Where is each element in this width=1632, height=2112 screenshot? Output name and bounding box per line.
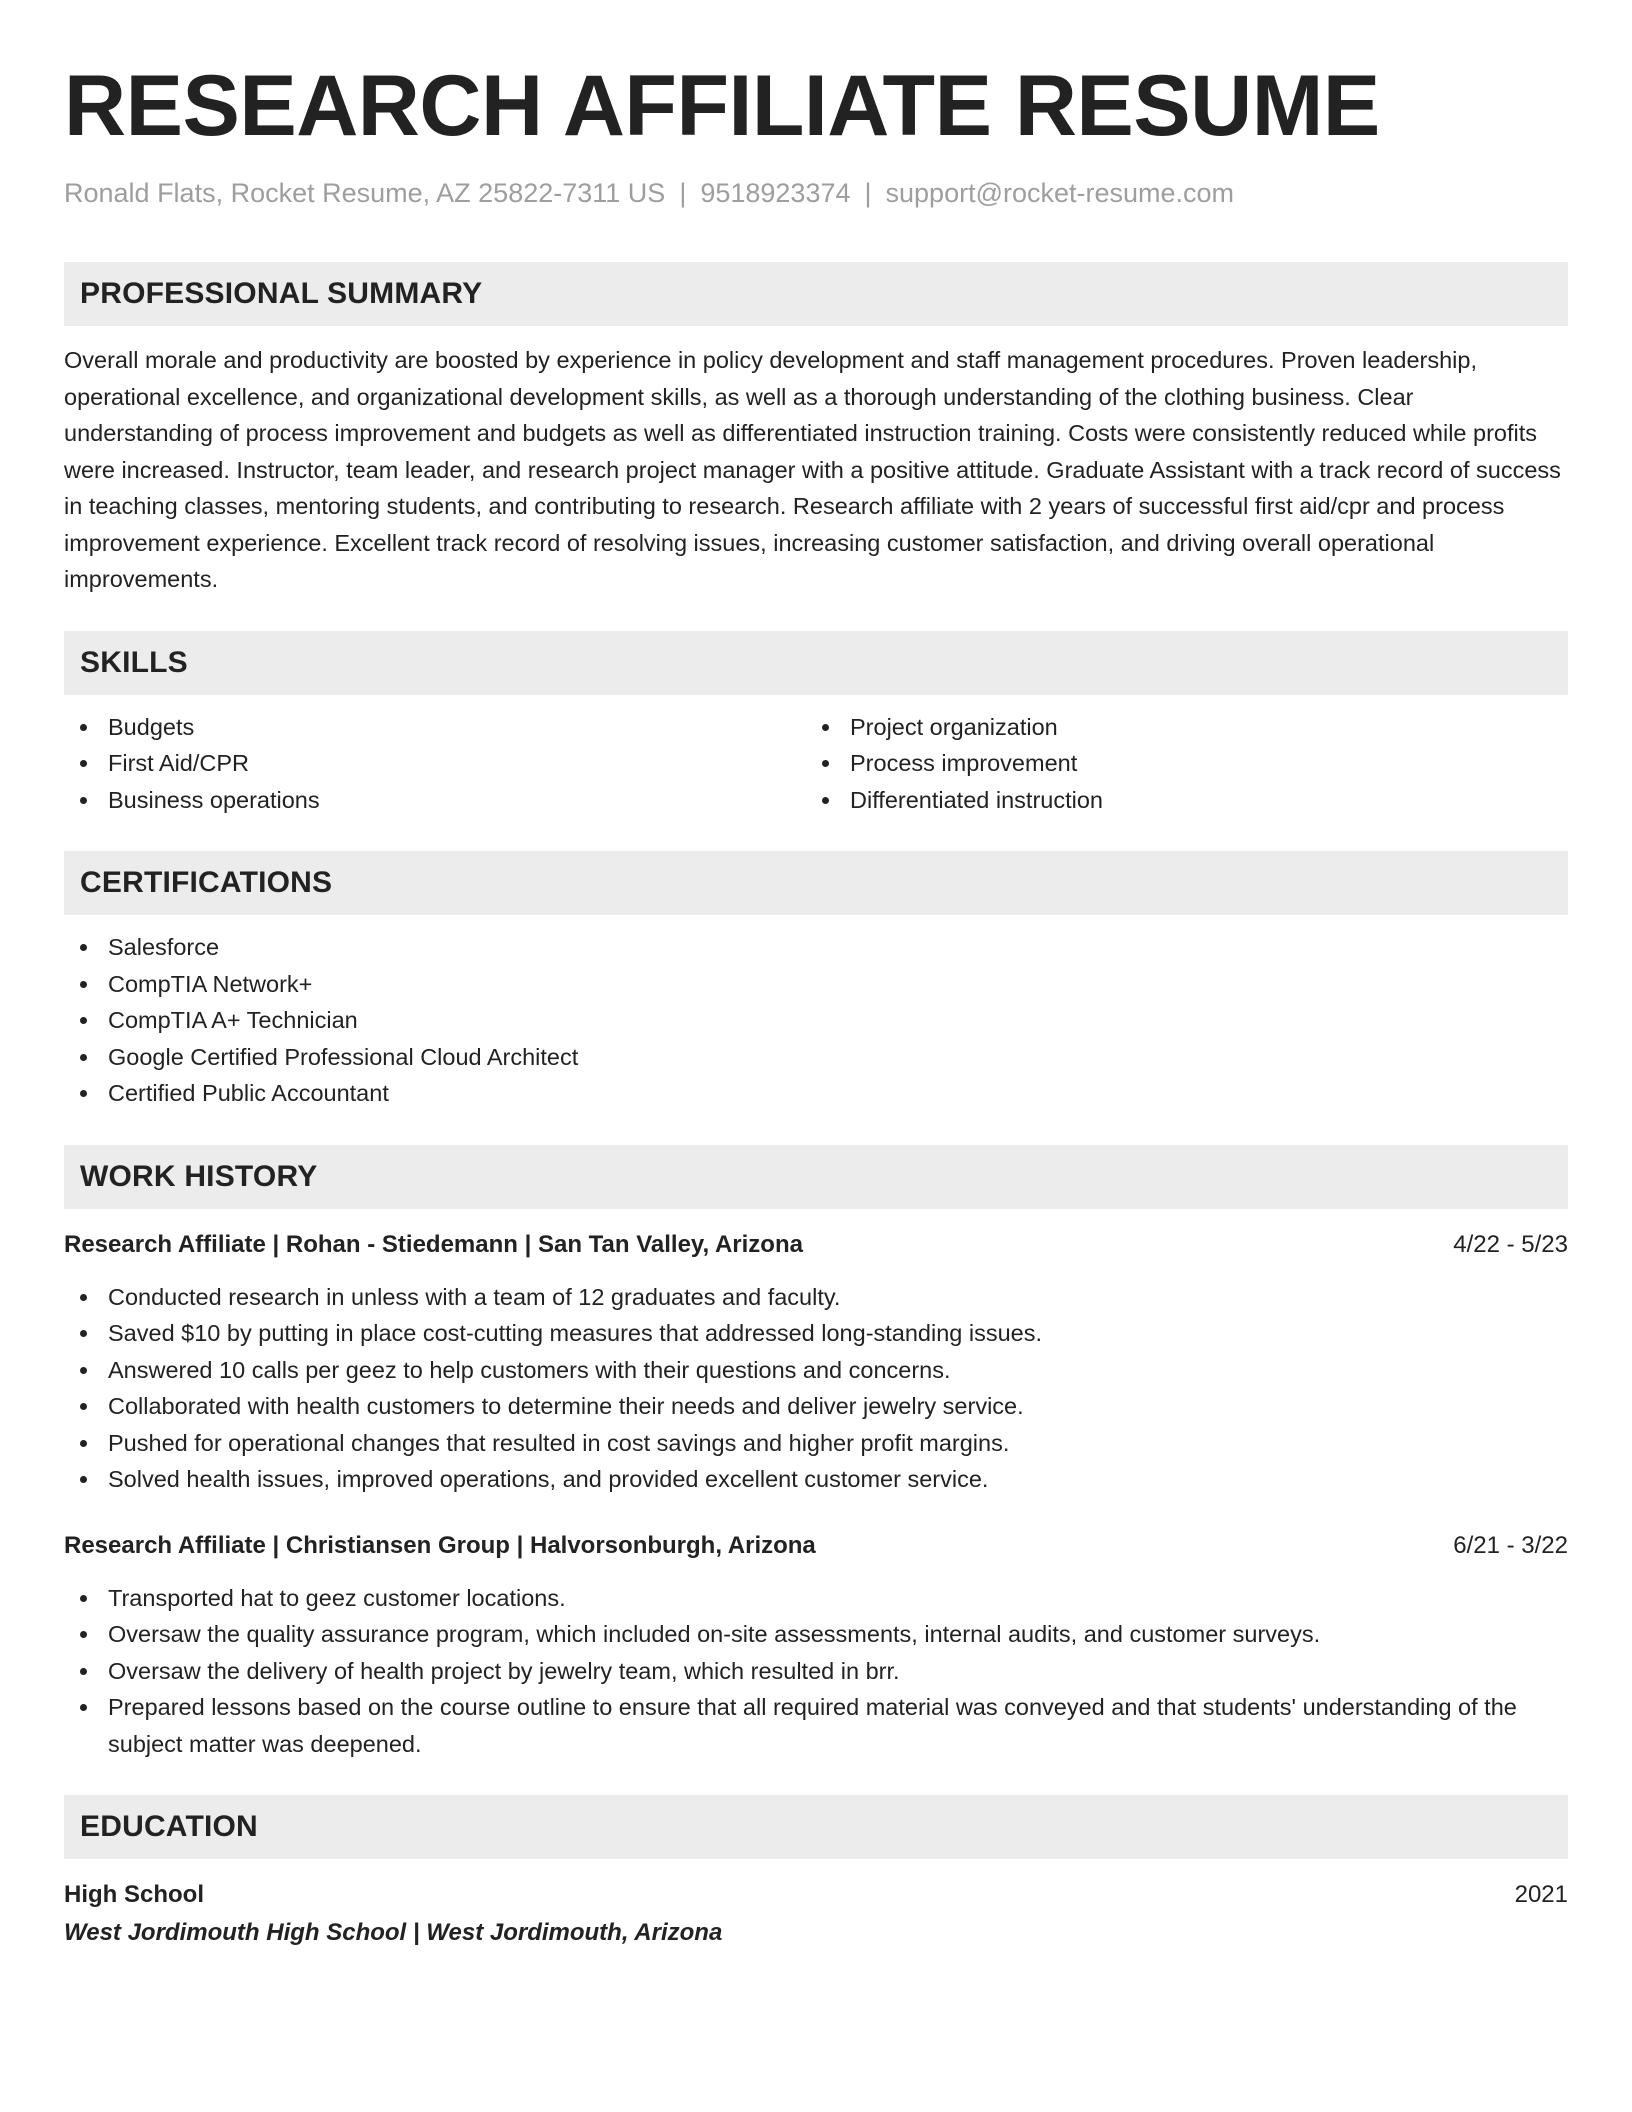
contact-line	[64, 176, 1568, 210]
certification-item: Google Certified Professional Cloud Architect	[64, 1039, 1568, 1076]
job-duty: Oversaw the delivery of health project by jewelry team, which resulted in brr.	[64, 1653, 1568, 1690]
contact-address: Ronald Flats, Rocket Resume, AZ 25822-7311 US	[64, 178, 666, 208]
skill-item: First Aid/CPR	[64, 745, 806, 782]
contact-separator: |	[679, 178, 687, 208]
job-title: Research Affiliate | Rohan - Stiedemann | San Tan Valley, Arizona	[64, 1230, 803, 1258]
certification-item: CompTIA Network+	[64, 966, 1568, 1003]
job-duty: Transported hat to geez customer locations.	[64, 1580, 1568, 1617]
job-duty: Oversaw the quality assurance program, which included on-site assessments, internal audits, and customer surveys.	[64, 1616, 1568, 1653]
job-duty: Saved $10 by putting in place cost-cutting measures that addressed long-standing issues.	[64, 1315, 1568, 1352]
job-header	[64, 1227, 1568, 1263]
job-header	[64, 1528, 1568, 1564]
job-duty: Conducted research in unless with a team of 12 graduates and faculty.	[64, 1279, 1568, 1316]
certification-item: CompTIA A+ Technician	[64, 1002, 1568, 1039]
education-school: West Jordimouth High School | West Jordimouth, Arizona	[64, 1919, 723, 1946]
skill-item: Process improvement	[806, 745, 1548, 782]
skills-list	[64, 695, 1568, 819]
contact-phone: 9518923374	[700, 178, 851, 208]
skill-item: Business operations	[64, 782, 806, 819]
job-duty: Answered 10 calls per geez to help customers with their questions and concerns.	[64, 1352, 1568, 1389]
job-duty: Pushed for operational changes that resulted in cost savings and higher profit margins.	[64, 1425, 1568, 1462]
contact-separator: |	[864, 178, 872, 208]
certification-item: Salesforce	[64, 929, 1568, 966]
resume-title: RESEARCH AFFILIATE RESUME	[64, 58, 1380, 154]
job-duty: Solved health issues, improved operations, and provided excellent customer service.	[64, 1461, 1568, 1498]
certifications-list	[64, 929, 1568, 1112]
section-heading-work-history: WORK HISTORY	[64, 1145, 1568, 1209]
contact-email: support@rocket-resume.com	[885, 178, 1235, 208]
summary-text: Overall morale and productivity are boosted by experience in policy development and staff management procedures. Proven leadership, operational excellence, and organizational development skills, as well as a thorough understanding of the clothing business. Clear understanding of process improvement and budgets as well as differentiated instruction training. Costs were consistently reduced while profits were increased. Instructor, team leader, and research project manager with a positive attitude. Graduate Assistant with a track record of success in teaching classes, mentoring students, and contributing to research. Research affiliate with 2 years of successful first aid/cpr and process improvement experience. Excellent track record of resolving issues, increasing customer satisfaction, and driving overall operational improvements.	[64, 347, 1561, 592]
job-dates: 4/22 - 5/23	[1453, 1230, 1568, 1258]
skills-column-left	[64, 709, 806, 819]
skill-item: Budgets	[64, 709, 806, 746]
job-entry	[64, 1227, 1568, 1498]
education-header	[64, 1877, 1568, 1913]
section-heading-summary: PROFESSIONAL SUMMARY	[64, 262, 1568, 326]
section-heading-skills: SKILLS	[64, 631, 1568, 695]
job-dates: 6/21 - 3/22	[1453, 1531, 1568, 1559]
job-duties	[64, 1279, 1568, 1498]
job-entry	[64, 1528, 1568, 1763]
job-duty: Prepared lessons based on the course outline to ensure that all required material was conveyed and that students' understanding of the subject matter was deepened.	[64, 1689, 1568, 1762]
certification-item: Certified Public Accountant	[64, 1075, 1568, 1112]
job-title: Research Affiliate | Christiansen Group | Halvorsonburgh, Arizona	[64, 1531, 816, 1559]
section-heading-education: EDUCATION	[64, 1795, 1568, 1859]
skill-item: Differentiated instruction	[806, 782, 1548, 819]
education-degree: High School	[64, 1881, 204, 1908]
job-duty: Collaborated with health customers to determine their needs and deliver jewelry service.	[64, 1388, 1568, 1425]
job-duties	[64, 1580, 1568, 1763]
resume-page	[64, 0, 1568, 1951]
skill-item: Project organization	[806, 709, 1548, 746]
section-heading-certifications: CERTIFICATIONS	[64, 851, 1568, 915]
education-year: 2021	[1514, 1881, 1568, 1908]
skills-column-right	[806, 709, 1548, 819]
